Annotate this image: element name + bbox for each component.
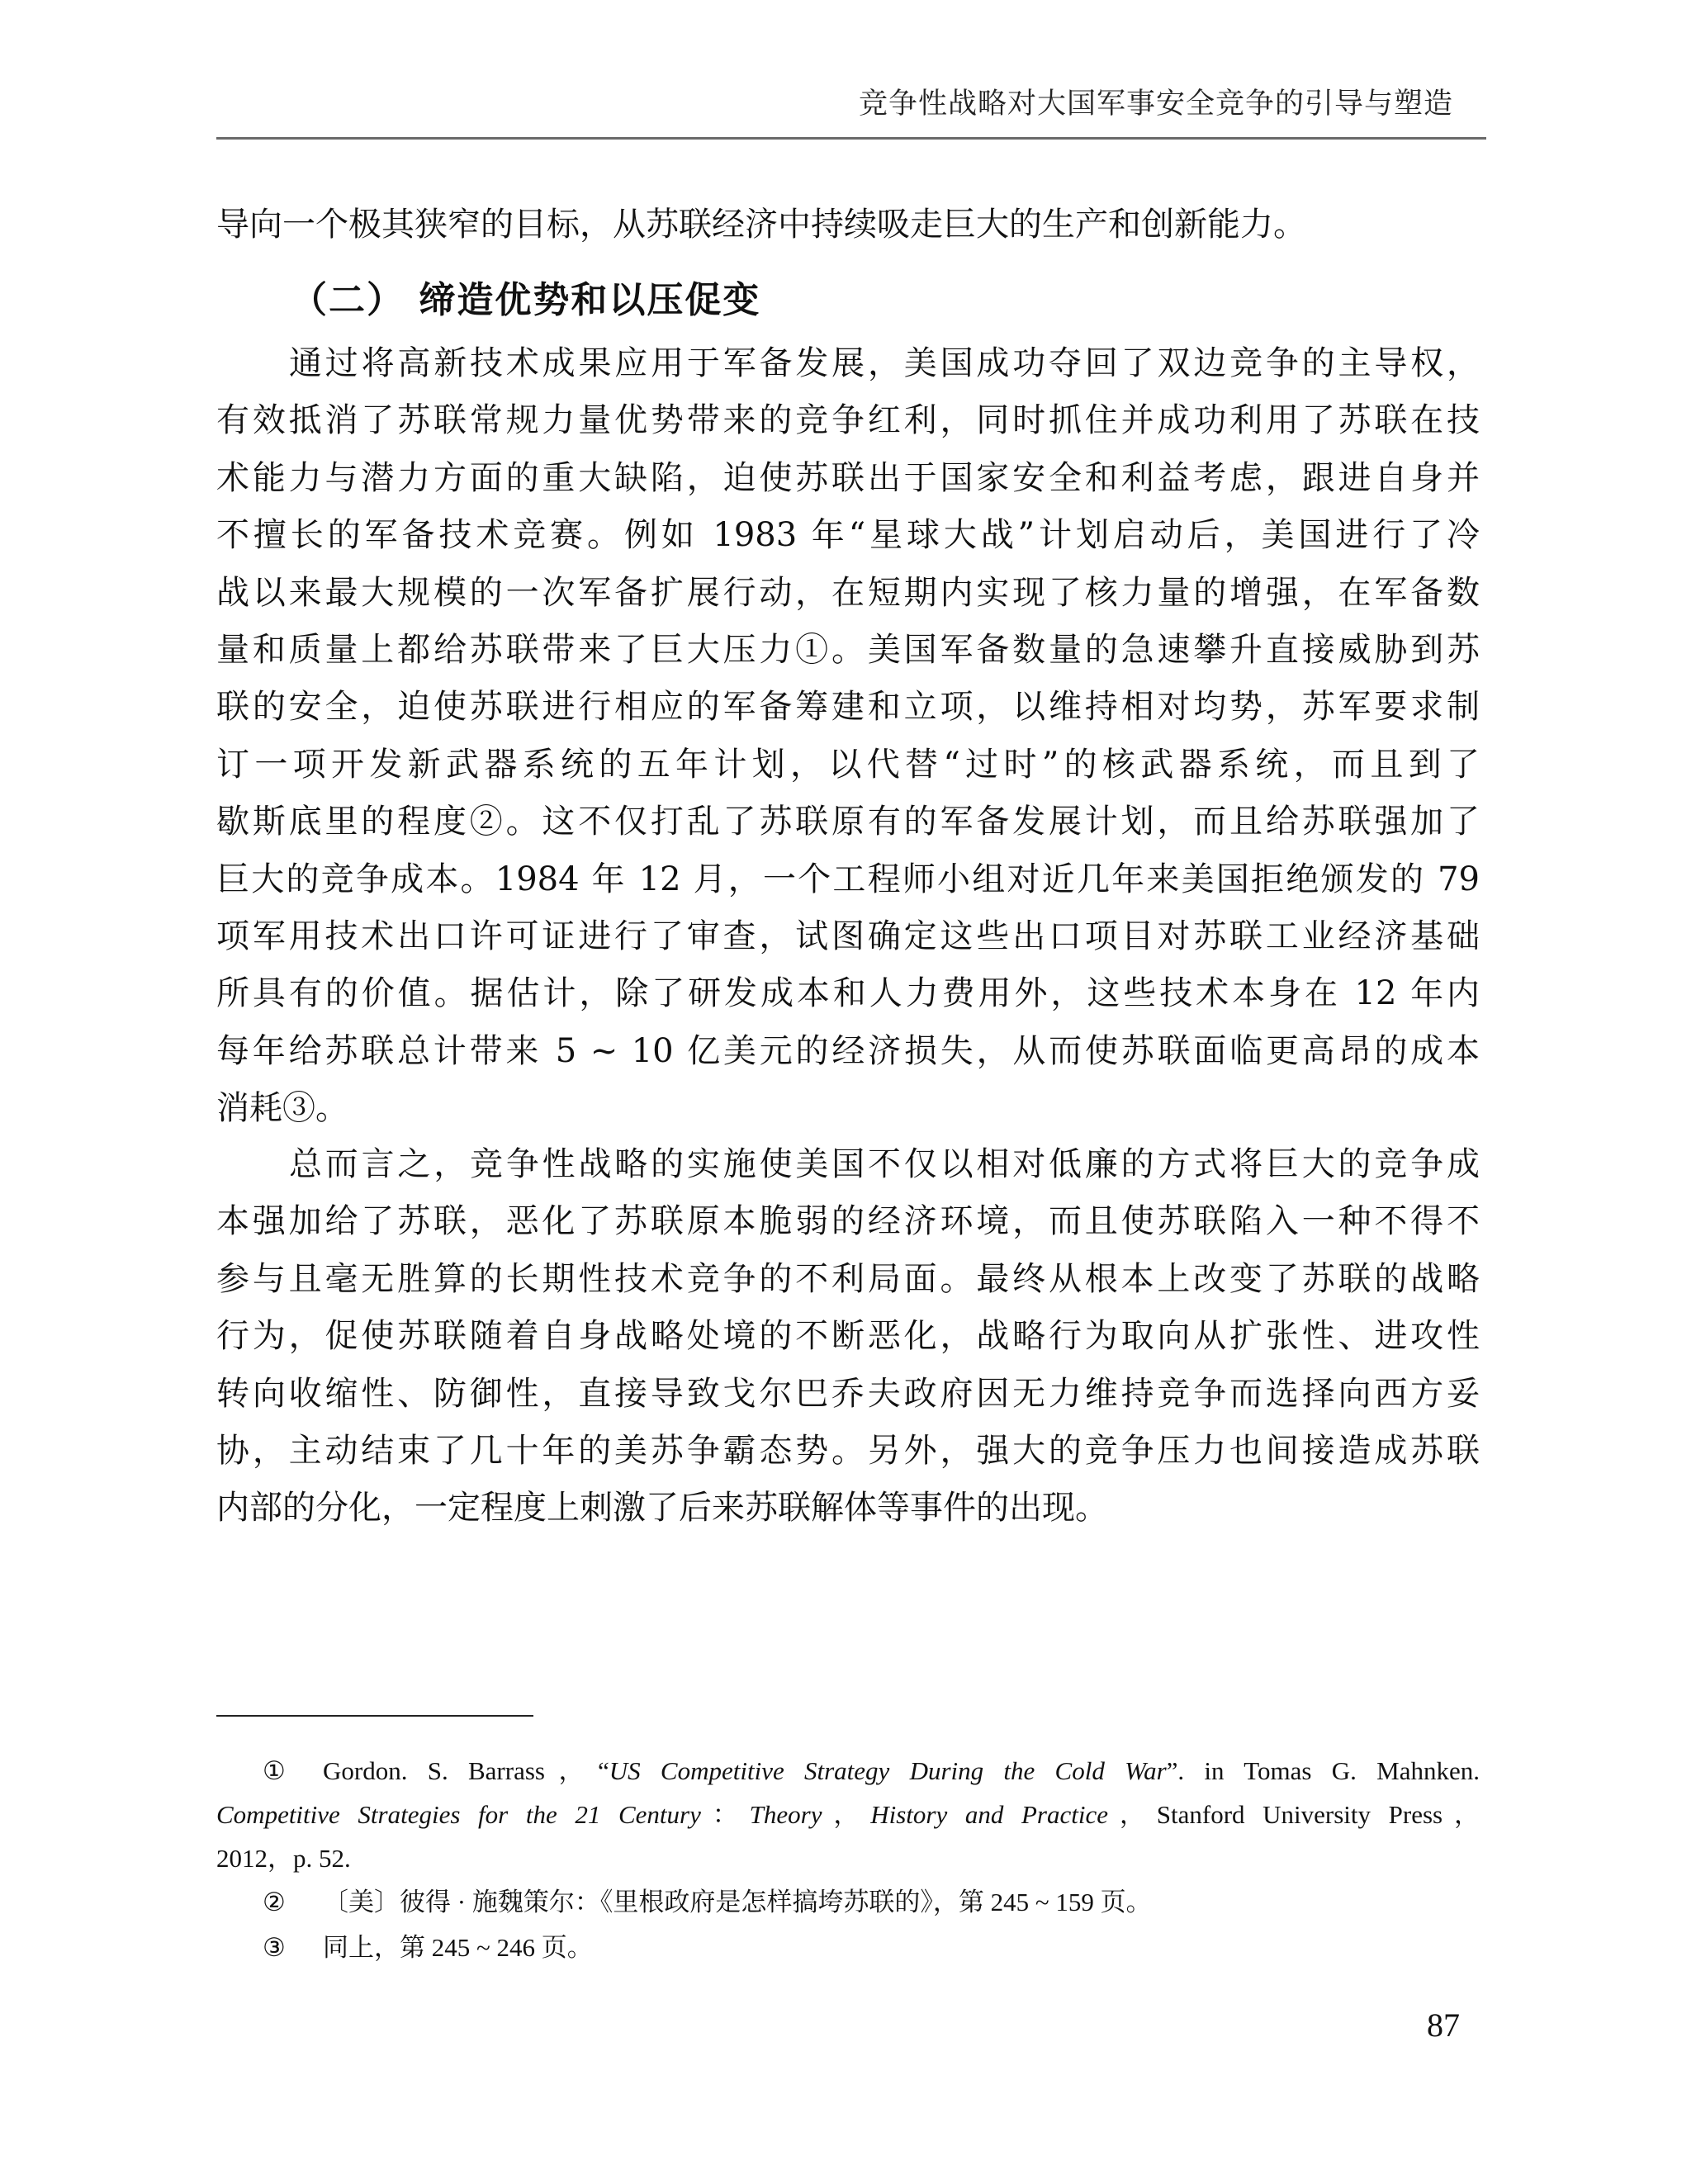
paragraph-line: 通过将高新技术成果应用于军备发展，美国成功夺回了双边竞争的主导权， xyxy=(289,344,1480,382)
footnote-1-editor: ”. in Tomas G. Mahnken. xyxy=(1166,1756,1480,1785)
paragraph-line: 联的安全，迫使苏联进行相应的军备筹建和立项，以维持相对均势，苏军要求制 xyxy=(216,688,1480,727)
paragraph-line: 行为，促使苏联随着自身战略处境的不断恶化，战略行为取向从扩张性、进攻性 xyxy=(216,1317,1480,1356)
page-number: 87 xyxy=(1427,2006,1460,2044)
paragraph-line: 歇斯底里的程度②。这不仅打乱了苏联原有的军备发展计划，而且给苏联强加了 xyxy=(216,803,1480,841)
footnote-1-line-3: 2012，p. 52. xyxy=(216,1844,351,1873)
footnote-3-text: 同上，第 245 ~ 246 页。 xyxy=(323,1933,593,1962)
footnote-1-subtitle-part: Theory xyxy=(749,1800,822,1829)
paragraph-line: 内部的分化，一定程度上刺激了后来苏联解体等事件的出现。 xyxy=(216,1489,1108,1528)
paragraph-line: 协，主动结束了几十年的美苏争霸态势。另外，强大的竞争压力也间接造成苏联 xyxy=(216,1432,1480,1470)
footnote-2 xyxy=(263,1883,1480,1921)
footnote-1-author: Gordon. S. Barrass，“ xyxy=(323,1756,609,1785)
footnote-1-book-title: Competitive Strategies for the 21 Century xyxy=(216,1800,701,1829)
paragraph-line: 转向收缩性、防御性，直接导致戈尔巴乔夫政府因无力维持竞争而选择向西方妥 xyxy=(216,1374,1480,1413)
paragraph-line: 所具有的价值。据估计，除了研发成本和人力费用外，这些技术本身在 12 年内 xyxy=(216,974,1480,1013)
footnote-2-marker: ② xyxy=(263,1888,286,1916)
paragraph-line: 项军用技术出口许可证进行了审查，试图确定这些出口项目对苏联工业经济基础 xyxy=(216,917,1480,955)
paragraph-line: 战以来最大规模的一次军备扩展行动，在短期内实现了核力量的增强，在军备数 xyxy=(216,573,1480,612)
continued-line: 导向一个极其狭窄的目标，从苏联经济中持续吸走巨大的生产和创新能力。 xyxy=(216,206,1306,244)
paragraph-line: 有效抵消了苏联常规力量优势带来的竞争红利，同时抓住并成功利用了苏联在技 xyxy=(216,401,1480,440)
footnote-1-separator: ， xyxy=(822,1800,871,1829)
footnote-1-line-2 xyxy=(216,1796,1480,1834)
paragraph-line: 本强加给了苏联，恶化了苏联原本脆弱的经济环境，而且使苏联陷入一种不得不 xyxy=(216,1202,1480,1241)
paragraph-line: 不擅长的军备技术竞赛。例如 1983 年“星球大战”计划启动后，美国进行了冷 xyxy=(216,516,1480,555)
paragraph-line: 量和质量上都给苏联带来了巨大压力①。美国军备数量的急速攀升直接威胁到苏 xyxy=(216,631,1480,669)
footnote-1-line-1 xyxy=(263,1752,1480,1790)
footnote-1-subtitle-part: History and Practice xyxy=(870,1800,1108,1829)
footnote-3-marker: ③ xyxy=(263,1933,286,1962)
paragraph-line: 每年给苏联总计带来 5 ~ 10 亿美元的经济损失，从而使苏联面临更高昂的成本 xyxy=(216,1031,1480,1070)
paragraph-line: 巨大的竞争成本。1984 年 12 月，一个工程师小组对近几年来美国拒绝颁发的 79 xyxy=(216,860,1480,898)
footnote-1-separator: ： xyxy=(700,1800,750,1829)
footnote-1-article-title: US Competitive Strategy During the Cold War xyxy=(609,1756,1167,1785)
paragraph-line: 总而言之，竞争性战略的实施使美国不仅以相对低廉的方式将巨大的竞争成 xyxy=(289,1145,1480,1183)
footnote-rule xyxy=(216,1715,533,1717)
paragraph-line: 消耗③。 xyxy=(216,1089,348,1128)
running-head: 竞争性战略对大国军事安全竞争的引导与塑造 xyxy=(858,88,1453,121)
footnote-2-text: 〔美〕彼得 · 施魏策尔：《里根政府是怎样搞垮苏联的》，第 245 ~ 159 页。 xyxy=(323,1888,1152,1916)
header-rule xyxy=(216,137,1486,140)
paragraph-line: 订一项开发新武器系统的五年计划，以代替“过时”的核武器系统，而且到了 xyxy=(216,745,1480,784)
footnote-1-marker: ① xyxy=(263,1756,286,1785)
paragraph-line: 参与且毫无胜算的长期性技术竞争的不利局面。最终从根本上改变了苏联的战略 xyxy=(216,1259,1480,1298)
paragraph-line: 术能力与潜力方面的重大缺陷，迫使苏联出于国家安全和利益考虑，跟进自身并 xyxy=(216,458,1480,497)
footnote-3 xyxy=(263,1929,1480,1967)
section-heading: （二） 缔造优势和以压促变 xyxy=(291,279,761,321)
footnote-1-publisher: ，Stanford University Press， xyxy=(1108,1800,1480,1829)
